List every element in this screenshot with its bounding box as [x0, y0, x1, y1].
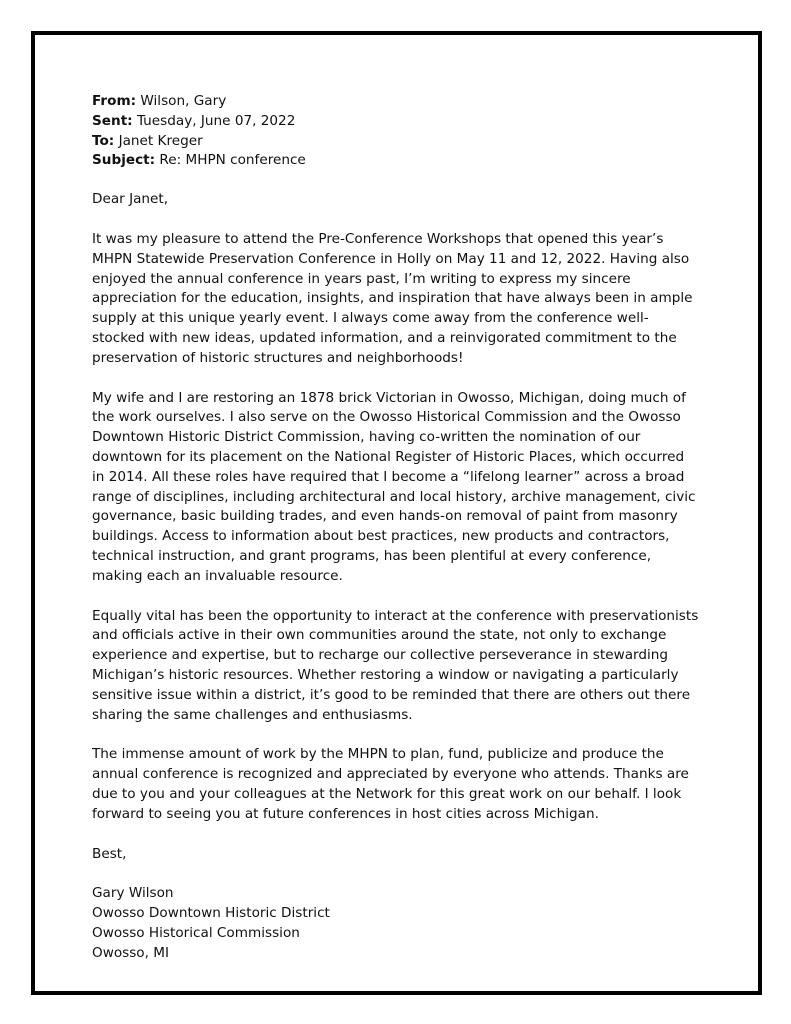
subject-label: Subject: — [92, 152, 156, 169]
closing: Best, — [92, 845, 127, 862]
email-letter — [92, 92, 702, 963]
paragraph-line: buildings. Access to information about best practices, new products and contractors, — [92, 528, 670, 545]
letter-body — [92, 230, 702, 825]
paragraph-line: range of disciplines, including architectural and local history, archive management, civic — [92, 488, 696, 505]
email-header — [92, 92, 702, 171]
sent-value: Tuesday, June 07, 2022 — [132, 112, 296, 129]
signature-line: Owosso Downtown Historic District — [92, 905, 330, 922]
paragraph-line: appreciation for the education, insights, and inspiration that have always been in ample — [92, 290, 693, 307]
paragraph-line: and officials active in their own communities around the state, not only to exchange — [92, 627, 667, 644]
to-value: Janet Kreger — [114, 132, 203, 149]
paragraph-line: downtown for its placement on the National Register of Historic Places, which occurred — [92, 448, 685, 465]
paragraph-line: My wife and I are restoring an 1878 brick Victorian in Owosso, Michigan, doing much of — [92, 389, 686, 406]
paragraph-line: The immense amount of work by the MHPN to plan, fund, publicize and produce the — [92, 746, 664, 763]
paragraph-line: making each an invaluable resource. — [92, 567, 343, 584]
paragraph-line: supply at this unique yearly event. I always come away from the conference well- — [92, 310, 649, 327]
subject-line — [92, 151, 702, 171]
to-line — [92, 132, 702, 152]
signer-name: Gary Wilson — [92, 885, 174, 902]
paragraph-line: enjoyed the annual conference in years past, I’m writing to express my sincere — [92, 270, 631, 287]
body-paragraph — [92, 607, 702, 726]
to-label: To: — [92, 132, 115, 149]
body-paragraph — [92, 745, 702, 824]
signature-line: Owosso, MI — [92, 944, 169, 961]
salutation: Dear Janet, — [92, 191, 169, 208]
body-paragraph — [92, 389, 702, 587]
sent-line — [92, 112, 702, 132]
paragraph-line: preservation of historic structures and neighborhoods! — [92, 349, 464, 366]
paragraph-line: experience and expertise, but to recharge our collective perseverance in stewarding — [92, 647, 669, 664]
paragraph-line: MHPN Statewide Preservation Conference in Holly on May 11 and 12, 2022. Having also — [92, 250, 690, 267]
paragraph-line: Equally vital has been the opportunity to interact at the conference with preservationists — [92, 607, 699, 624]
paragraph-line: Michigan’s historic resources. Whether restoring a window or navigating a particularly — [92, 666, 679, 683]
from-value: Wilson, Gary — [136, 93, 227, 109]
paragraph-line: governance, basic building trades, and even hands-on removal of paint from masonry — [92, 508, 678, 525]
paragraph-line: stocked with new ideas, updated information, and a reinvigorated commitment to the — [92, 329, 677, 346]
paragraph-line: in 2014. All these roles have required that I become a “lifelong learner” across a broad — [92, 468, 685, 485]
paragraph-line: sharing the same challenges and enthusiasms. — [92, 706, 413, 723]
from-line — [92, 92, 702, 112]
paragraph-line: technical instruction, and grant programs, has been plentiful at every conference, — [92, 547, 652, 564]
from-label: From: — [92, 93, 137, 109]
signature-line: Owosso Historical Commission — [92, 924, 300, 941]
paragraph-line: sensitive issue within a district, it’s good to be reminded that there are others out there — [92, 686, 691, 703]
paragraph-line: the work ourselves. I also serve on the Owosso Historical Commission and the Owosso — [92, 409, 681, 426]
subject-value: Re: MHPN conference — [155, 152, 306, 169]
signature-block — [92, 884, 702, 963]
paragraph-line: Downtown Historic District Commission, having co-written the nomination of our — [92, 429, 641, 446]
paragraph-line: annual conference is recognized and appreciated by everyone who attends. Thanks are — [92, 766, 689, 783]
sent-label: Sent: — [92, 112, 133, 129]
paragraph-line: due to you and your colleagues at the Network for this great work on our behalf. I look — [92, 785, 682, 802]
paragraph-line: forward to seeing you at future conferences in host cities across Michigan. — [92, 805, 599, 822]
paragraph-line: It was my pleasure to attend the Pre-Conference Workshops that opened this year’s — [92, 230, 664, 247]
body-paragraph — [92, 230, 702, 369]
